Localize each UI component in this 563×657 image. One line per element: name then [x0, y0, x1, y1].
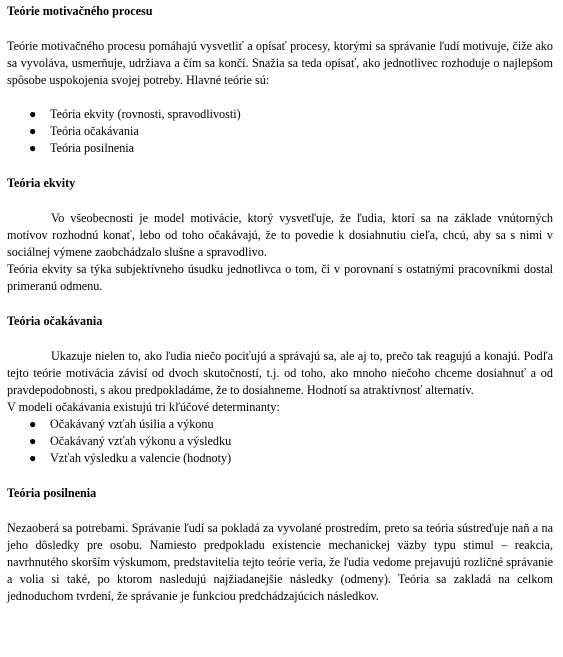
heading-expectancy-theory: Teória očakávania: [7, 314, 103, 328]
expectancy-paragraph-1: Ukazuje nielen to, ako ľudia niečo pociťujú a správajú sa, ale aj to, prečo tak reagujú a konajú. Podľa tejto teórie motivácia závisí od dvoch skutočností, t.j. od toho, ako mnoho niečoho chceme dosiahnuť a od pravdepodobnosti, s akou predpokladáme, že to dosiahneme. Hodnotí sa atraktívnosť alternatív.: [7, 349, 553, 397]
bullet-icon: ●: [29, 417, 37, 431]
list-item: ● Očakávaný vzťah výkonu a výsledku: [29, 434, 232, 448]
heading-motivation-theories: Teórie motivačného procesu: [7, 4, 153, 18]
equity-paragraph-1: Vo všeobecnosti je model motivácie, ktorý vysvetľuje, že ľudia, ktorí sa na základe vnútorných motívov rozhodnú konať, lebo od toho očakávajú, že to povedie k dosiahnutiu cieľa, chcú, aby sa s nimi v sociálnej výmene zaobchádzalo slušne a spravodlivo.: [7, 211, 553, 259]
determinants-list: [7, 416, 553, 467]
list-item: ● Teória očakávania: [29, 124, 139, 138]
heading-equity-theory: Teória ekvity: [7, 176, 76, 190]
bullet-icon: ●: [29, 451, 37, 465]
bullet-icon: ●: [29, 141, 37, 155]
list-item: ● Očakávaný vzťah úsilia a výkonu: [29, 417, 214, 431]
heading-reinforcement-theory: Teória posilnenia: [7, 486, 97, 500]
equity-paragraph-2: Teória ekvity sa týka subjektívneho úsudku jednotlivca o tom, či v porovnaní s ostatnými pracovníkmi dostal primeranú odmenu.: [7, 262, 553, 293]
bullet-icon: ●: [29, 434, 37, 448]
main-theories-list: [7, 106, 553, 157]
bullet-icon: ●: [29, 124, 37, 138]
list-item: ● Teória posilnenia: [29, 141, 135, 155]
motivation-intro-paragraph: Teórie motivačného procesu pomáhajú vysvetliť a opísať procesy, ktorými sa správanie ľudí motivuje, čiže ako sa vyvoláva, usmerňuje, udržiava a čím sa končí. Snažia sa teda opísať, ako jednotlivec rozhoduje o najlepšom spôsobe uspokojenia svojej potreby. Hlavné teórie sú:: [7, 39, 553, 87]
list-item: ● Teória ekvity (rovnosti, spravodlivosti): [29, 107, 241, 121]
bullet-icon: ●: [29, 107, 37, 121]
expectancy-paragraph-2: V modeli očakávania existujú tri kľúčové determinanty:: [7, 400, 280, 414]
list-item: ● Vzťah výsledku a valencie (hodnoty): [29, 451, 232, 465]
reinforcement-paragraph: Nezaoberá sa potrebami. Správanie ľudí sa pokladá za vyvolané prostredím, preto sa teória sústreďuje naň a na jeho dôsledky pre osobu. Namiesto predpokladu existencie mechanickej väzby typu stimul – reakcia, navrhnutého skorším výskumom, predstavitelia tejto teórie veria, že ľudia vedome prejavujú rozličné správanie a volia si také, po ktorom nasledujú najžiadanejšie následky (odmeny). Teória sa zakladá na celkom jednoduchom tvrdení, že správanie je funkciou predchádzajúcich následkov.: [7, 521, 553, 603]
